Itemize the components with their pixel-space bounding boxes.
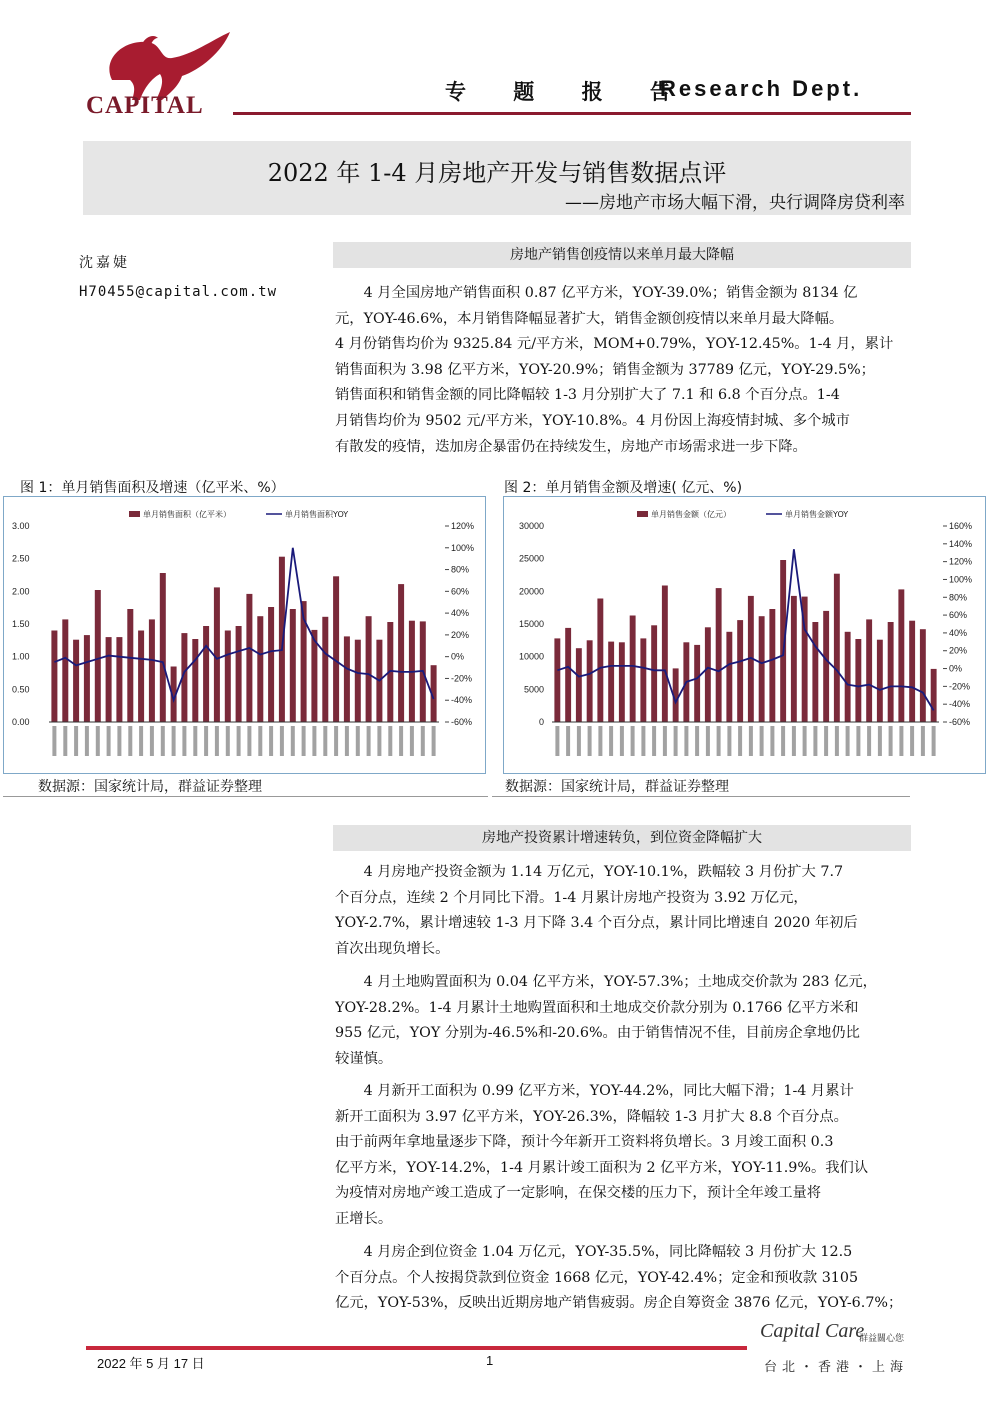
section2-paragraph-1 xyxy=(335,860,909,962)
chart-bar xyxy=(694,645,700,722)
x-tick-label-mark xyxy=(760,726,764,756)
y-right-tick-label: 60% xyxy=(451,586,470,597)
title-box xyxy=(83,141,911,215)
text-line: 个百分点，连续 2 个月同比下滑。1-4 月累计房地产投资为 3.92 万亿元， xyxy=(335,889,808,906)
x-tick-label-mark xyxy=(770,726,774,756)
figure1-chart xyxy=(3,496,486,774)
x-tick-label-mark xyxy=(674,726,678,756)
x-tick-label-mark xyxy=(291,726,295,756)
x-tick-label-mark xyxy=(921,726,925,756)
x-tick-label-mark xyxy=(803,726,807,756)
text-line: YOY-2.7%，累计增速较 1-3 月下降 3.4 个百分点，累计同比增速自 2020 年初后 xyxy=(335,915,858,932)
text-line: 由于前两年拿地量逐步下降，预计今年新开工资料将负增长。3 月竣工面积 0.3 xyxy=(335,1134,834,1151)
chart-bar xyxy=(866,619,872,722)
y-right-tick-label: 80% xyxy=(451,564,470,575)
figure1-source: 数据源：国家统计局，群益证券整理 xyxy=(38,779,262,795)
figure2-title: 图 2：单月销售金额及增速( 亿元、%) xyxy=(504,480,743,496)
chart-bar xyxy=(597,599,603,723)
y-right-tick-label: -60% xyxy=(949,717,971,727)
chart-bar xyxy=(726,632,732,722)
chart-bar xyxy=(73,640,79,722)
y-right-tick-label: -60% xyxy=(451,717,473,727)
x-tick-label-mark xyxy=(889,726,893,756)
text-line: 正增长。 xyxy=(335,1210,393,1227)
x-tick-label-mark xyxy=(334,726,338,756)
y-right-tick-label: 0% xyxy=(949,663,963,674)
text-line: 为疫情对房地产竣工造成了一定影响，在保交楼的压力下，预计全年竣工量将 xyxy=(335,1185,822,1202)
footer-rule xyxy=(86,1346,747,1350)
chart-bar xyxy=(398,584,404,722)
text-line: YOY-28.2%。1-4 月累计土地购置面积和土地成交价款分别为 0.1766 亿平方米和 xyxy=(335,999,859,1016)
text-line: 4 月土地购置面积为 0.04 亿平方米，YOY-57.3%；土地成交价款为 283 亿元， xyxy=(363,974,877,990)
chart-bar xyxy=(106,637,112,722)
y-right-tick-label: 160% xyxy=(949,521,973,531)
chart-bar xyxy=(322,617,328,722)
footer-brand-cn: 群益關心您 xyxy=(859,1334,905,1344)
legend-bar-label: 单月销售金额（亿元） xyxy=(651,510,731,519)
text-line: 较谨慎。 xyxy=(335,1050,393,1067)
x-tick-label-mark xyxy=(226,726,230,756)
chart-bar xyxy=(192,639,198,722)
footer-date: 2022 年 5 月 17 日 xyxy=(97,1356,205,1371)
legend-line-label: 单月销售金额YOY xyxy=(785,510,849,519)
text-line: 955 亿元，YOY 分别为-46.5%和-20.6%。由于销售情况不佳，目前房企拿地仍比 xyxy=(335,1025,860,1042)
chart-bar xyxy=(344,636,350,722)
chart-bar xyxy=(279,557,285,722)
chart-bar xyxy=(84,635,90,722)
x-tick-label-mark xyxy=(52,726,56,756)
source-rule xyxy=(492,796,910,797)
section1-paragraph xyxy=(335,281,909,460)
x-tick-label-mark xyxy=(172,726,176,756)
chart-bar xyxy=(705,627,711,722)
section2-paragraph-4 xyxy=(335,1240,909,1317)
page-title: 2022 年 1-4 月房地产开发与销售数据点评 xyxy=(267,159,727,187)
x-tick-label-mark xyxy=(899,726,903,756)
x-tick-label-mark xyxy=(781,726,785,756)
chart-bar xyxy=(737,620,743,722)
chart-bar xyxy=(160,573,166,722)
text-line: 4 月全国房地产销售面积 0.87 亿平方米，YOY-39.0%；销售金额为 8134 亿 xyxy=(363,285,858,301)
text-line: 销售面积和销售金额的同比降幅较 1-3 月分别扩大了 7.1 和 6.8 个百分点。1-4 xyxy=(335,387,840,404)
y-right-tick-label: 140% xyxy=(949,538,973,549)
chart-bar xyxy=(268,607,274,722)
legend-line-label: 单月销售面积YOY xyxy=(285,510,349,519)
y-right-tick-label: 120% xyxy=(451,521,475,531)
section2-paragraph-3 xyxy=(335,1079,909,1233)
chart-bar xyxy=(214,587,220,722)
x-tick-label-mark xyxy=(878,726,882,756)
x-tick-label-mark xyxy=(377,726,381,756)
chart-bar xyxy=(554,638,560,722)
chart-bar xyxy=(888,622,894,722)
figure2-source: 数据源：国家统计局，群益证券整理 xyxy=(505,779,729,795)
y-left-tick-label: 10000 xyxy=(518,651,544,662)
y-left-tick-label: 2.00 xyxy=(12,586,30,597)
y-left-tick-label: 25000 xyxy=(518,553,544,564)
text-line: 亿元，YOY-53%，反映出近期房地产销售疲弱。房企自筹资金 3876 亿元，YOY-6.7%； xyxy=(335,1295,903,1312)
y-left-tick-label: 30000 xyxy=(518,521,544,531)
x-tick-label-mark xyxy=(695,726,699,756)
chart-bar xyxy=(576,648,582,722)
y-left-tick-label: 20000 xyxy=(518,586,544,597)
chart-bar xyxy=(149,619,155,722)
source-rule xyxy=(3,796,488,797)
y-right-tick-label: -20% xyxy=(949,681,971,692)
figure1-title: 图 1：单月销售面积及增速（亿平米、%） xyxy=(20,480,285,496)
x-tick-label-mark xyxy=(128,726,132,756)
text-line: 个百分点。个人按揭贷款到位资金 1668 亿元，YOY-42.4%；定金和预收款 3105 xyxy=(335,1269,859,1286)
y-right-tick-label: 0% xyxy=(451,651,465,662)
x-tick-label-mark xyxy=(74,726,78,756)
text-line: 月销售均价为 9502 元/平方米，YOY-10.8%。4 月份因上海疫情封城、多个城市 xyxy=(335,412,850,429)
x-tick-label-mark xyxy=(432,726,436,756)
chart-bar xyxy=(619,642,625,722)
chart-bar xyxy=(662,586,668,723)
chart-bar xyxy=(51,631,57,723)
x-tick-label-mark xyxy=(410,726,414,756)
x-tick-label-mark xyxy=(63,726,67,756)
chart-bar xyxy=(791,596,797,722)
author-email[interactable]: H70455@capital.com.tw xyxy=(79,284,278,300)
y-right-tick-label: 120% xyxy=(949,556,973,567)
x-tick-label-mark xyxy=(706,726,710,756)
y-right-tick-label: -20% xyxy=(451,673,473,684)
x-tick-label-mark xyxy=(399,726,403,756)
y-left-tick-label: 0.00 xyxy=(12,717,30,727)
x-tick-label-mark xyxy=(835,726,839,756)
x-tick-label-mark xyxy=(269,726,273,756)
x-tick-label-mark xyxy=(258,726,262,756)
legend-bar-swatch xyxy=(637,511,648,517)
x-tick-label-mark xyxy=(237,726,241,756)
chart-bar xyxy=(898,589,904,722)
chart-bar xyxy=(877,640,883,722)
x-tick-label-mark xyxy=(150,726,154,756)
x-tick-label-mark xyxy=(312,726,316,756)
text-line: 首次出现负增长。 xyxy=(335,940,450,957)
chart-bar xyxy=(587,640,593,722)
x-tick-label-mark xyxy=(161,726,165,756)
footer-cities: 台北・香港・上海 xyxy=(764,1360,909,1375)
y-right-tick-label: 60% xyxy=(949,610,968,621)
y-right-tick-label: 100% xyxy=(949,574,973,585)
x-tick-label-mark xyxy=(609,726,613,756)
x-tick-label-mark xyxy=(139,726,143,756)
y-left-tick-label: 1.50 xyxy=(12,619,30,629)
x-tick-label-mark xyxy=(792,726,796,756)
chart-bar xyxy=(246,594,252,722)
x-tick-label-mark xyxy=(856,726,860,756)
report-type: 专 题 报 告 xyxy=(445,80,691,104)
text-line: 销售面积为 3.98 亿平方米，YOY-20.9%；销售金额为 37789 亿元，YOY-29.5%； xyxy=(335,361,875,378)
x-tick-label-mark xyxy=(684,726,688,756)
chart-bar xyxy=(812,622,818,722)
author-name: 沈嘉婕 xyxy=(79,255,130,271)
page-number: 1 xyxy=(486,1353,494,1368)
x-tick-label-mark xyxy=(247,726,251,756)
text-line: 新开工面积为 3.97 亿平方米，YOY-26.3%，降幅较 1-3 月扩大 8.8 个百分点。 xyxy=(335,1108,848,1125)
x-tick-label-mark xyxy=(846,726,850,756)
x-tick-label-mark xyxy=(96,726,100,756)
x-tick-label-mark xyxy=(566,726,570,756)
chart-bar xyxy=(855,639,861,722)
x-tick-label-mark xyxy=(588,726,592,756)
y-right-tick-label: 100% xyxy=(451,542,475,553)
x-tick-label-mark xyxy=(367,726,371,756)
x-tick-label-mark xyxy=(824,726,828,756)
x-tick-label-mark xyxy=(641,726,645,756)
x-tick-label-mark xyxy=(727,726,731,756)
y-right-tick-label: 80% xyxy=(949,592,968,603)
chart-bar xyxy=(366,616,372,722)
y-left-tick-label: 15000 xyxy=(518,619,544,629)
chart-bar xyxy=(225,631,231,723)
section1-heading: 房地产销售创疫情以来单月最大降幅 xyxy=(333,242,911,268)
y-right-tick-label: -40% xyxy=(451,695,473,706)
x-tick-label-mark xyxy=(813,726,817,756)
page-subtitle: ——房地产市场大幅下滑，央行调降房贷利率 xyxy=(565,193,905,213)
chart-bar xyxy=(203,626,209,722)
x-tick-label-mark xyxy=(631,726,635,756)
x-tick-label-mark xyxy=(620,726,624,756)
chart-bar xyxy=(116,637,122,722)
header-rule xyxy=(233,112,911,115)
chart-bar xyxy=(909,621,915,722)
text-line: 4 月房地产投资金额为 1.14 万亿元，YOY-10.1%，跌幅较 3 月份扩大 7.7 xyxy=(363,864,844,880)
x-tick-label-mark xyxy=(182,726,186,756)
research-dept: Research Dept. xyxy=(660,76,863,101)
chart-bar xyxy=(95,590,101,722)
x-tick-label-mark xyxy=(280,726,284,756)
chart-bar xyxy=(333,576,339,722)
x-tick-label-mark xyxy=(117,726,121,756)
x-tick-label-mark xyxy=(663,726,667,756)
x-tick-label-mark xyxy=(323,726,327,756)
legend-bar-label: 单月销售面积（亿平米） xyxy=(143,510,231,519)
y-left-tick-label: 0 xyxy=(538,717,544,727)
chart-bar xyxy=(257,616,263,722)
x-tick-label-mark xyxy=(555,726,559,756)
y-left-tick-label: 0.50 xyxy=(12,684,30,695)
chart-bar xyxy=(236,626,242,722)
x-tick-label-mark xyxy=(85,726,89,756)
y-left-tick-label: 2.50 xyxy=(12,553,30,564)
y-right-tick-label: -40% xyxy=(949,699,971,710)
chart2-svg xyxy=(504,497,985,773)
section2-heading: 房地产投资累计增速转负，到位资金降幅扩大 xyxy=(333,825,911,851)
text-line: 亿平方米，YOY-14.2%，1-4 月累计竣工面积为 2 亿平方米，YOY-11.9%。我们认 xyxy=(335,1159,869,1176)
chart-bar xyxy=(640,638,646,722)
x-tick-label-mark xyxy=(932,726,936,756)
chart-bar xyxy=(931,669,937,722)
y-right-tick-label: 20% xyxy=(949,645,968,656)
chart-bar xyxy=(608,642,614,722)
chart-bar xyxy=(138,631,144,723)
chart-bar xyxy=(834,574,840,722)
x-tick-label-mark xyxy=(215,726,219,756)
x-tick-label-mark xyxy=(193,726,197,756)
y-left-tick-label: 3.00 xyxy=(12,521,30,531)
chart-bar xyxy=(565,628,571,722)
x-tick-label-mark xyxy=(388,726,392,756)
x-tick-label-mark xyxy=(577,726,581,756)
section2-paragraph-2 xyxy=(335,970,909,1072)
chart-bar xyxy=(62,619,68,722)
figure2-chart xyxy=(503,496,986,774)
chart-bar xyxy=(651,625,657,722)
logo-text: CAPITAL xyxy=(86,92,204,119)
chart-bar xyxy=(920,629,926,722)
text-line: 元，YOY-46.6%，本月销售降幅显著扩大，销售金额创疫情以来单月最大降幅。 xyxy=(335,310,844,327)
legend-bar-swatch xyxy=(129,511,140,517)
chart-bar xyxy=(630,616,636,723)
x-tick-label-mark xyxy=(749,726,753,756)
chart-bar xyxy=(823,611,829,722)
x-tick-label-mark xyxy=(421,726,425,756)
chart-bar xyxy=(759,616,765,722)
chart-bar xyxy=(769,609,775,722)
x-tick-label-mark xyxy=(345,726,349,756)
x-tick-label-mark xyxy=(302,726,306,756)
x-tick-label-mark xyxy=(867,726,871,756)
x-tick-label-mark xyxy=(910,726,914,756)
y-left-tick-label: 1.00 xyxy=(12,651,30,662)
x-tick-label-mark xyxy=(717,726,721,756)
y-right-tick-label: 40% xyxy=(451,608,470,619)
text-line: 有散发的疫情，迭加房企暴雷仍在持续发生，房地产市场需求进一步下降。 xyxy=(335,438,807,455)
text-line: 4 月份销售均价为 9325.84 元/平方米，MOM+0.79%，YOY-12.45%。1-4 月，累计 xyxy=(335,336,894,353)
x-tick-label-mark xyxy=(107,726,111,756)
x-tick-label-mark xyxy=(738,726,742,756)
text-line: 4 月新开工面积为 0.99 亿平方米，YOY-44.2%，同比大幅下滑；1-4 月累计 xyxy=(363,1083,854,1099)
chart-bar xyxy=(355,640,361,722)
chart-bar xyxy=(716,588,722,722)
x-tick-label-mark xyxy=(356,726,360,756)
text-line: 4 月房企到位资金 1.04 万亿元，YOY-35.5%，同比降幅较 3 月份扩大 12.5 xyxy=(363,1244,853,1260)
chart-bar xyxy=(127,609,133,722)
y-left-tick-label: 5000 xyxy=(523,684,544,695)
chart-bar xyxy=(845,632,851,722)
y-right-tick-label: 40% xyxy=(949,627,968,638)
x-tick-label-mark xyxy=(652,726,656,756)
chart-bar xyxy=(290,609,296,722)
y-right-tick-label: 20% xyxy=(451,629,470,640)
chart1-svg xyxy=(4,497,485,773)
x-tick-label-mark xyxy=(204,726,208,756)
footer-brand: Capital Care xyxy=(760,1320,865,1342)
x-tick-label-mark xyxy=(598,726,602,756)
